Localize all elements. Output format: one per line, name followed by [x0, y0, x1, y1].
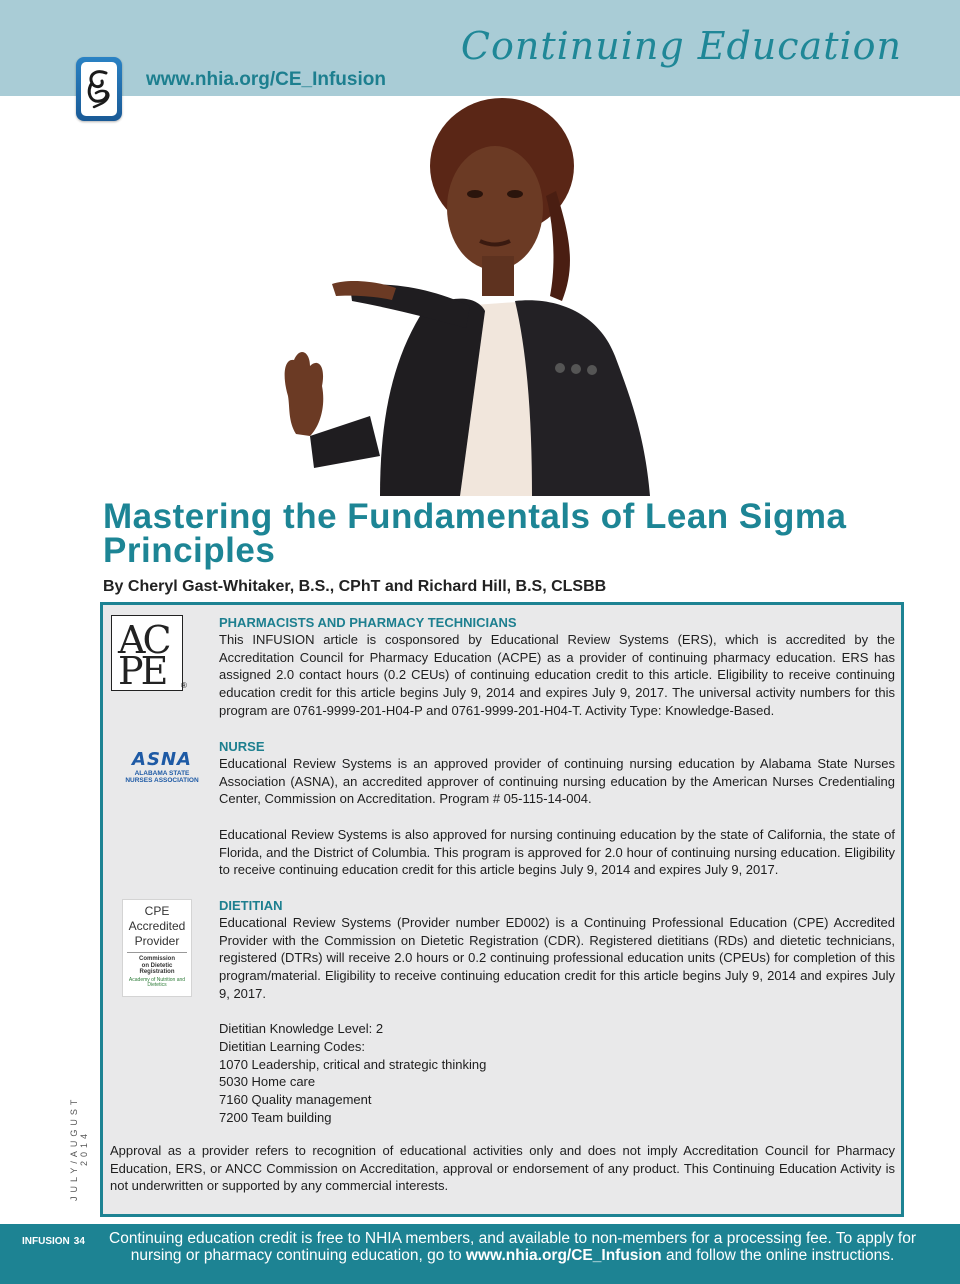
article-title: Mastering the Fundamentals of Lean Sigma Principles: [103, 497, 847, 570]
pharmacists-text: This INFUSION article is cosponsored by Educational Review Systems (ERS), which is accredited by the Accreditation Council for Pharmacy Education (ACPE) as a provider of continuing pharmacy education. ERS has assigned 2.0 contact hours (0.2 CEUs) of continuing education credit to this article. Eligibility to receive continuing education credit for this article begins July 9, 2014 and expires July 9, 2017. The universal activity numbers for this program are 0761-9999-201-H04-P and 0761-9999-201-H04-T. Activity Type: Knowledge-Based.: [219, 632, 895, 718]
dietitian-level: Dietitian Knowledge Level: 2: [219, 1021, 384, 1037]
page-number: 34: [73, 1236, 85, 1247]
registered-mark: ®: [181, 681, 187, 690]
cdr-line-1: Commission: [138, 956, 175, 962]
pharmacists-section: [219, 614, 895, 720]
footer-url-link[interactable]: www.nhia.org/CE_Infusion: [465, 1247, 662, 1264]
section-title: Continuing Education: [460, 24, 902, 68]
header-band: [0, 0, 960, 96]
dietitian-section: [219, 897, 895, 1126]
nurse-text-1: Educational Review Systems is an approved provider of continuing nursing education by Alabama State Nurses Association (ASNA), an accredited approver of continuing nursing education by the American Nurses Credentialing Center, Commission on Accreditation. Program # 05-115-14-004.: [219, 756, 895, 807]
cpe-line-1: CPE: [144, 904, 170, 918]
ce-monogram-icon: [82, 65, 116, 113]
dietitian-heading: DIETITIAN: [219, 898, 283, 913]
nurse-text-2: Educational Review Systems is also approved for nursing continuing education by the state of California, the state of Florida, and the District of Columbia. This program is approved for 2.0 hour of continuing nursing education. Eligibility to receive continuing education credit for this article begins July 9, 2014 and expires July 9, 2017.: [219, 826, 895, 878]
approval-disclaimer: Approval as a provider refers to recognition of educational activities only and does not imply Accreditation Council for Pharmacy Education, ERS, or ANCC Commission on Accreditation, approval or endorsement of any product. This Continuing Education Activity is not underwritten or supported by any commercial interests.: [110, 1143, 895, 1194]
footer-line-1: Continuing education credit is free to NHIA members, and available to non-members for a processing fee. To apply for: [109, 1230, 916, 1247]
cdr-line-2: on Dietetic: [141, 962, 173, 969]
nurse-heading: NURSE: [219, 739, 265, 754]
asna-logo: [111, 743, 213, 787]
ce-logo-icon: [76, 57, 122, 121]
footer-note: [105, 1230, 920, 1264]
learning-code: 7160 Quality management: [219, 1092, 372, 1108]
magazine-brand: [22, 1236, 85, 1247]
nurse-section: [219, 738, 895, 879]
asna-subline-1: ALABAMA STATE: [134, 770, 190, 777]
cdr-line-3: Registration: [139, 969, 175, 975]
dietitian-codes-label: Dietitian Learning Codes:: [219, 1038, 365, 1054]
footer-line-2-end: and follow the online instructions.: [661, 1247, 895, 1264]
acpe-logo: AC PE: [111, 615, 183, 691]
learning-code: 5030 Home care: [219, 1074, 316, 1090]
cdr-cpe-logo: [122, 899, 192, 997]
article-byline: By Cheryl Gast-Whitaker, B.S., CPhT and Richard Hill, B.S, CLSBB: [103, 578, 607, 595]
asna-subline-2: NURSES ASSOCIATION: [125, 777, 199, 784]
cpe-line-2: Accredited: [128, 919, 186, 933]
academy-name: Academy of Nutrition and Dietetics: [128, 976, 186, 988]
learning-code: 1070 Leadership, critical and strategic thinking: [219, 1056, 487, 1072]
pharmacists-heading: PHARMACISTS AND PHARMACY TECHNICIANS: [219, 615, 517, 630]
footer-band: [0, 1224, 960, 1284]
accreditation-box: [100, 602, 904, 1217]
footer-line-2-text: nursing or pharmacy continuing education, go to: [130, 1247, 466, 1264]
asna-mark: ASNA: [132, 749, 192, 770]
issue-date: JULY/AUGUST 2014: [69, 1095, 89, 1201]
dietitian-text: Educational Review Systems (Provider number ED002) is a Continuing Professional Education (CPE) Accredited Provider with the Commission on Dietetic Registration (CDR). Registered dietitians (RDs) and dietetic technicians, registered (DTRs) will receive 2.0 hours or 0.2 continuing professional education units (CPEUs) for completion of this program/material. Eligibility to receive continuing education credit for this article begins July 9, 2014 and expires July 9, 2017.: [219, 915, 895, 1001]
site-url-link[interactable]: www.nhia.org/CE_Infusion: [146, 69, 386, 90]
cpe-line-3: Provider: [134, 934, 180, 948]
learning-code: 7200 Team building: [219, 1109, 332, 1125]
brand-name: INFUSION: [22, 1236, 70, 1247]
hero-photo: [270, 96, 740, 496]
logo-divider: [127, 952, 187, 953]
